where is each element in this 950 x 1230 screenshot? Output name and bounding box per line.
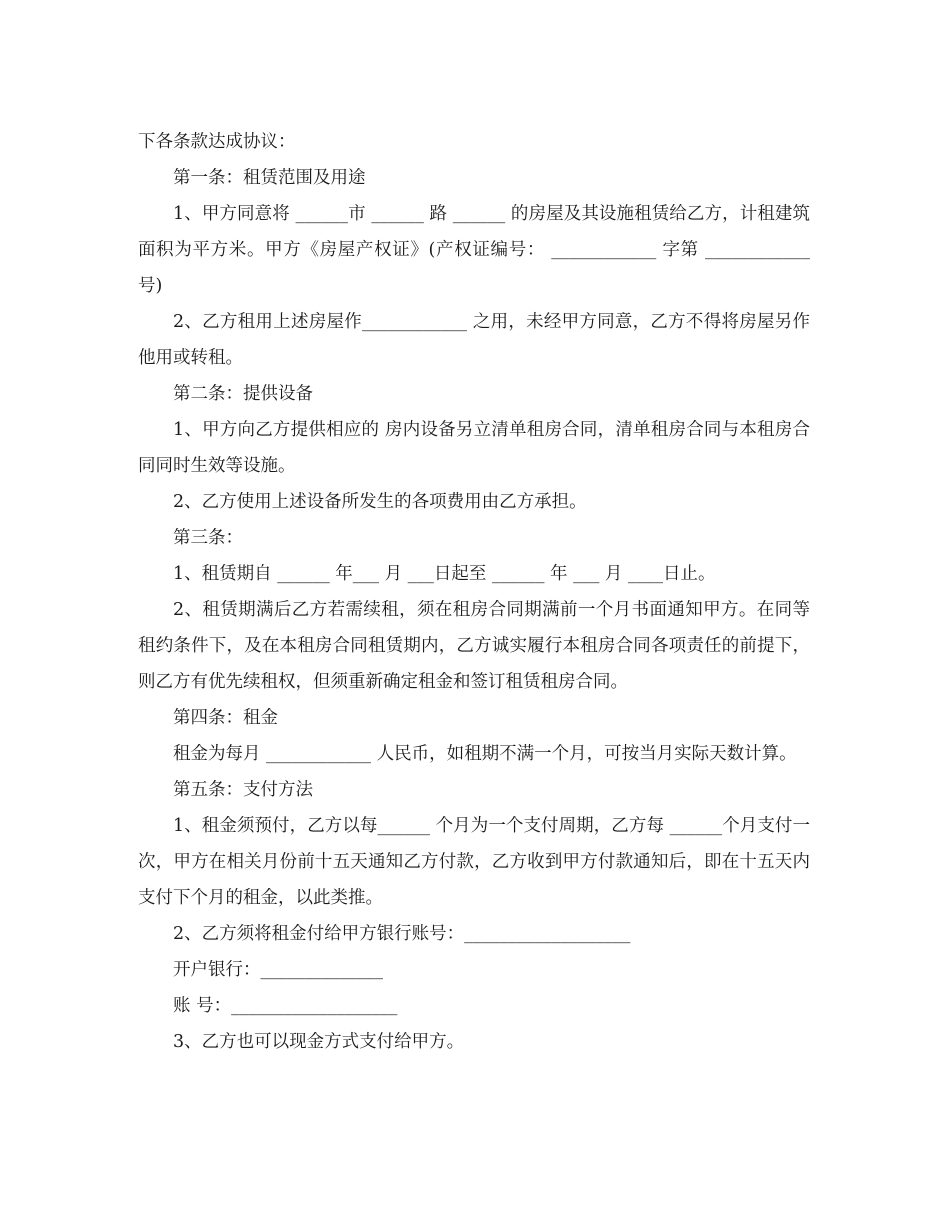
paragraph: 账 号：___________________ <box>173 996 398 1016</box>
section-heading: 第二条：提供设备 <box>173 384 313 404</box>
paragraph: 开户银行：______________ <box>173 960 383 980</box>
paragraph: 2、租赁期满后乙方若需续租，须在租房合同期满前一个月书面通知甲方。在同等租约条件下，及在本租房合同租赁期内，乙方诚实履行本租房合同各项责任的前提下，则乙方有优先续租权，但须重新确定租金和签订租赁租房合同。 <box>138 600 810 692</box>
paragraph: 下各条款达成协议： <box>138 132 296 152</box>
paragraph: 2、乙方使用上述设备所发生的各项费用由乙方承担。 <box>173 492 587 512</box>
section-heading: 第五条：支付方法 <box>173 780 313 800</box>
paragraph: 3、乙方也可以现金方式支付给甲方。 <box>173 1032 465 1052</box>
section-heading: 第四条：租金 <box>173 708 278 728</box>
document-body <box>138 124 816 1060</box>
paragraph: 1、租金须预付，乙方以每______ 个月为一个支付周期，乙方每 ______个月支付一次，甲方在相关月份前十五天通知乙方付款，乙方收到甲方付款通知后，即在十五天内支付下个月的租金，以此类推。 <box>138 816 810 908</box>
paragraph: 1、甲方同意将 ______市 ______ 路 ______ 的房屋及其设施租赁给乙方，计租建筑面积为平方米。甲方《房屋产权证》(产权证编号： ____________ 字第 ____________ 号) <box>138 204 816 296</box>
paragraph: 1、甲方向乙方提供相应的 房内设备另立清单租房合同，清单租房合同与本租房合同同时生效等设施。 <box>138 420 810 476</box>
paragraph: 1、租赁期自 ______ 年___ 月 ___日起至 ______ 年 ___ 月 ____日止。 <box>173 564 716 584</box>
paragraph: 租金为每月 ____________ 人民币，如租期不满一个月，可按当月实际天数计算。 <box>173 744 797 764</box>
section-heading: 第三条： <box>173 528 243 548</box>
paragraph: 2、乙方须将租金付给甲方银行账号：___________________ <box>173 924 631 944</box>
paragraph: 2、乙方租用上述房屋作____________ 之用，未经甲方同意，乙方不得将房屋另作他用或转租。 <box>138 312 810 368</box>
section-heading: 第一条：租赁范围及用途 <box>173 168 366 188</box>
